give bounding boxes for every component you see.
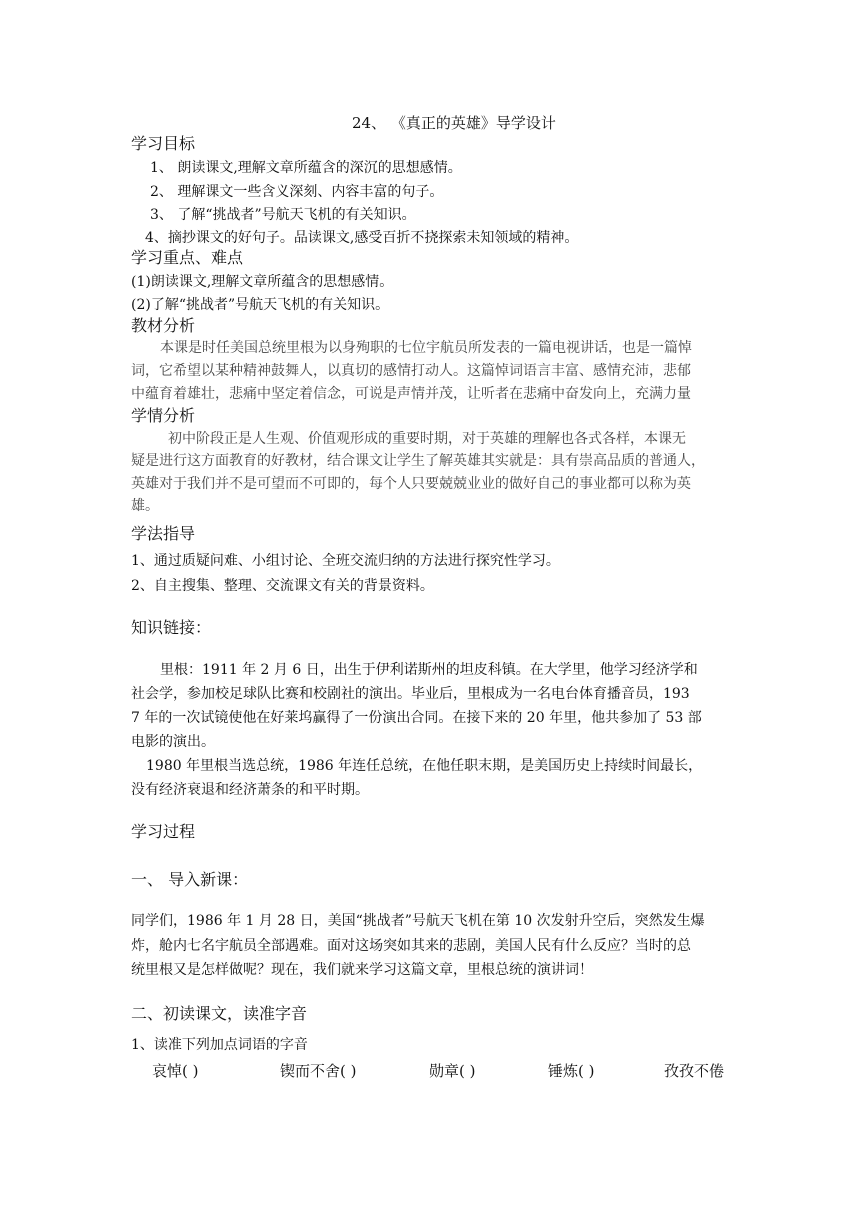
learners-heading: 学情分析 — [131, 406, 196, 425]
step1-line: 统里根又是怎样做呢？现在，我们就来学习这篇文章，里根总统的演讲词！ — [131, 962, 593, 978]
vocab-item: 哀悼( ) — [152, 1062, 199, 1080]
method-item: 1、通过质疑问难、小组讨论、全班交流归纳的方法进行探究性学习。 — [131, 553, 560, 569]
knowledge-line: 里根：1911 年 2 月 6 日，出生于伊利诺斯州的坦皮科镇。在大学里，他学习经济学和 — [160, 662, 698, 678]
learners-line: 英雄对于我们并不是可望而不可即的，每个人只要兢兢业业的做好自己的事业都可以称为英 — [131, 476, 691, 492]
key-point-item: (1)朗读课文,理解文章所蕴含的思想感情。 — [131, 274, 394, 290]
process-heading: 学习过程 — [131, 822, 196, 841]
step2-subheading: 1、读准下列加点词语的字音 — [131, 1037, 308, 1053]
knowledge-line: 7 年的一次试镜使他在好莱坞赢得了一份演出合同。在接下来的 20 年里，他共参加了 53 部 — [131, 710, 702, 726]
learners-line: 疑是进行这方面教育的好教材，结合课文让学生了解英雄其实就是：具有崇高品质的普通人， — [131, 453, 705, 469]
method-heading: 学法指导 — [131, 524, 196, 543]
goal-item: 4、摘抄课文的好句子。品读课文,感受百折不挠探索未知领域的精神。 — [145, 230, 579, 246]
vocab-item: 锤炼( ) — [548, 1062, 595, 1080]
step1-line: 炸，舱内七名宇航员全部遇难。面对这场突如其来的悲剧，美国人民有什么反应？当时的总 — [131, 938, 691, 954]
knowledge-line: 没有经济衰退和经济萧条的和平时期。 — [131, 782, 369, 798]
material-line: 词，它希望以某种精神鼓舞人，以真切的感情打动人。这篇悼词语言丰富、感情充沛，悲郁 — [131, 363, 691, 379]
learners-line: 雄。 — [131, 498, 159, 514]
step2-heading: 二、初读课文，读准字音 — [131, 1004, 308, 1023]
doc-title: 24、 《真正的英雄》导学设计 — [352, 114, 556, 132]
knowledge-line: 电影的演出。 — [131, 734, 215, 750]
step1-heading: 一、 导入新课： — [131, 870, 249, 889]
material-line: 本课是时任美国总统里根为以身殉职的七位宇航员所发表的一篇电视讲话，也是一篇悼 — [160, 340, 692, 356]
knowledge-line: 社会学，参加校足球队比赛和校剧社的演出。毕业后，里根成为一名电台体育播音员，193 — [131, 686, 690, 702]
knowledge-line: 1980 年里根当选总统，1986 年连任总统，在他任职末期，是美国历史上持续时间最长， — [146, 758, 703, 774]
material-heading: 教材分析 — [131, 316, 196, 335]
material-line: 中蕴育着雄壮，悲痛中坚定着信念，可说是声情并茂，让听者在悲痛中奋发向上，充满力量 — [131, 386, 691, 402]
vocab-item: 孜孜不倦 — [664, 1062, 725, 1080]
goals-heading: 学习目标 — [131, 134, 196, 153]
goal-item: 3、 了解“挑战者”号航天飞机的有关知识。 — [150, 207, 416, 223]
goal-item: 2、 理解课文一些含义深刻、内容丰富的句子。 — [150, 184, 444, 200]
method-item: 2、自主搜集、整理、交流课文有关的背景资料。 — [131, 578, 434, 594]
vocab-item: 锲而不舍( ) — [280, 1062, 357, 1080]
key-points-heading: 学习重点、难点 — [131, 248, 244, 267]
key-point-item: (2)了解“挑战者”号航天飞机的有关知识。 — [131, 297, 390, 313]
step1-line: 同学们，1986 年 1 月 28 日，美国“挑战者”号航天飞机在第 10 次发射升空后，突然发生爆 — [131, 913, 705, 929]
vocab-item: 勋章( ) — [429, 1062, 476, 1080]
goal-item: 1、 朗读课文,理解文章所蕴含的深沉的思想感情。 — [150, 160, 462, 176]
learners-line: 初中阶段正是人生观、价值观形成的重要时期，对于英雄的理解也各式各样，本课无 — [168, 431, 686, 447]
knowledge-heading: 知识链接： — [131, 618, 212, 637]
